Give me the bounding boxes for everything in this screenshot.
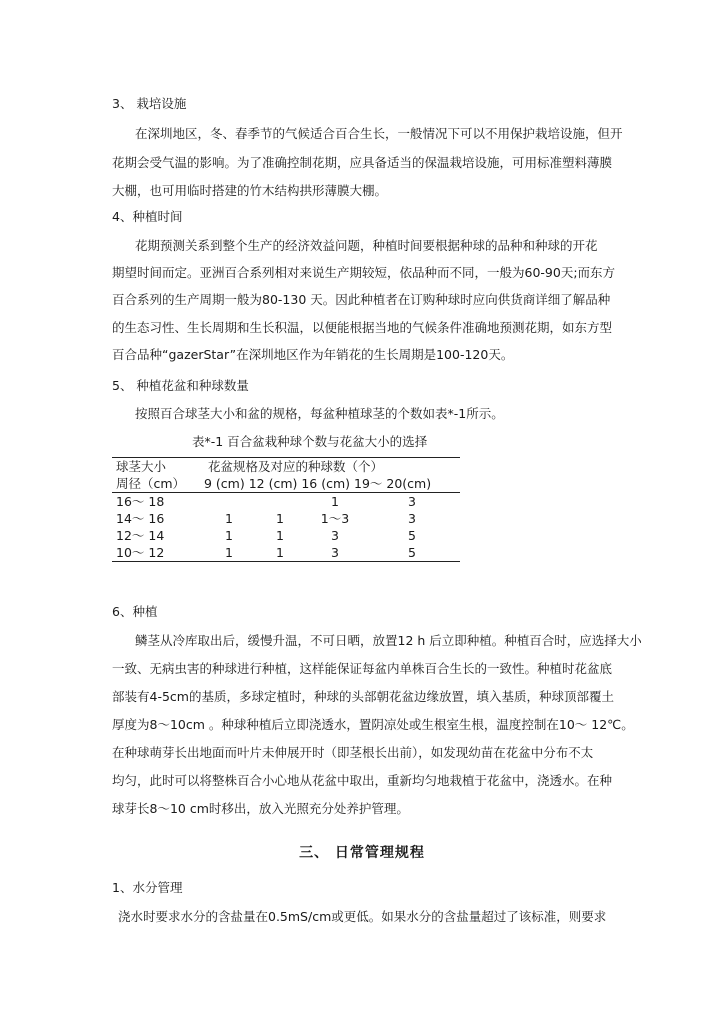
table-cell [254, 493, 306, 511]
table-cell: 10～ 12 [112, 544, 204, 562]
table-row [112, 510, 460, 527]
table-cell: 5 [408, 528, 416, 543]
section4-heading: 4、种植时间 [112, 209, 183, 224]
table-row [112, 527, 460, 544]
section4-line-1: 花期预测关系到整个生产的经济效益问题，种植时间要根据种球的品种和种球的开花 [135, 238, 598, 253]
section6-line-7: 球芽长8～10 cm时移出，放入光照充分处养护管理。 [112, 801, 409, 816]
section4-line-3: 百合系列的生产周期一般为80-130 天。因此种植者在订购种球时应向供货商详细了解品种 [112, 292, 611, 307]
table-cell: 1 [225, 528, 233, 543]
table-caption: 表*-1 百合盆栽种球个数与花盆大小的选择 [192, 434, 428, 449]
section6-line-1: 鳞茎从冷库取出后，缓慢升温，不可日晒，放置12 h 后立即种植。种植百合时，应选择大小 [135, 633, 642, 648]
section4-line-5: 百合品种“gazerStar”在深圳地区作为年销花的生长周期是100-120天。 [112, 347, 514, 362]
water-heading: 1、水分管理 [112, 880, 183, 895]
table-cell: 3 [408, 494, 416, 509]
table-cell: 1 [276, 511, 284, 526]
section3-line-2: 花期会受气温的影响。为了准确控制花期，应具备适当的保温栽培设施，可用标准塑料薄膜 [112, 155, 613, 170]
table-cell [204, 493, 254, 511]
table-header-pot-sizes: 9 (cm) 12 (cm) 16 (cm) 19～ 20(cm) [204, 475, 460, 493]
chapter3-title: 三、 日常管理规程 [299, 845, 425, 861]
table-cell: 1 [331, 494, 339, 509]
section6-line-5: 在种球萌芽长出地面而叶片未伸展开时（即茎根长出前），如发现幼苗在花盆中分布不太 [112, 745, 594, 760]
section4-line-2: 期望时间而定。亚洲百合系列相对来说生产期较短，依品种而不同，一般为60-90天;而东方 [112, 265, 616, 280]
bulb-count-table [112, 457, 460, 562]
table-cell: 16～ 18 [116, 494, 165, 509]
table-row [112, 544, 460, 562]
water-line-1: 浇水时要求水分的含盐量在0.5mS/cm或更低。如果水分的含盐量超过了该标准，则要求 [118, 909, 607, 924]
section5-line-1: 按照百合球茎大小和盆的规格，每盆种植球茎的个数如表*-1所示。 [135, 406, 504, 421]
table-cell: 1 [225, 511, 233, 526]
table-cell: 3 [408, 511, 416, 526]
table-cell: 1 [276, 528, 284, 543]
section6-line-6: 均匀，此时可以将整株百合小心地从花盆中取出，重新均匀地栽植于花盆中，浇透水。在种 [112, 773, 613, 788]
section6-line-2: 一致、无病虫害的种球进行种植，这样能保证每盆内单株百合生长的一致性。种植时花盆底 [112, 661, 613, 676]
table-cell: 3 [331, 528, 339, 543]
section6-line-3: 部装有4-5cm的基质，多球定植时，种球的头部朝花盆边缘放置，填入基质，种球顶部覆土 [112, 689, 614, 704]
table-header-row-1 [112, 458, 460, 476]
table-header-bulb-size: 球茎大小 [112, 458, 204, 476]
table-cell: 1 [254, 544, 306, 562]
section3-heading: 3、 栽培设施 [112, 96, 187, 111]
table-header-row-2 [112, 475, 460, 493]
table-cell: 5 [364, 544, 460, 562]
section3-line-1: 在深圳地区，冬、春季节的气候适合百合生长，一般情况下可以不用保护栽培设施，但开 [135, 126, 623, 141]
section5-heading: 5、 种植花盆和种球数量 [112, 378, 249, 393]
section3-line-3: 大棚，也可用临时搭建的竹木结构拱形薄膜大棚。 [112, 183, 388, 198]
section6-line-4: 厚度为8～10cm 。种球种植后立即浇透水，置阴凉处或生根室生根，温度控制在10～ 12℃。 [112, 717, 634, 732]
table-row [112, 493, 460, 511]
table-header-pot-spec: 花盆规格及对应的种球数（个） [204, 458, 460, 476]
section4-line-4: 的生态习性、生长周期和生长积温，以便能根据当地的气候条件准确地预测花期，如东方型 [112, 320, 613, 335]
section6-heading: 6、种植 [112, 604, 158, 619]
table-header-girth: 周径（cm） [112, 475, 204, 493]
table-cell: 14～ 16 [116, 511, 165, 526]
table-cell: 3 [306, 544, 364, 562]
table-cell: 1～3 [320, 511, 350, 526]
table-cell: 1 [204, 544, 254, 562]
table-cell: 12～ 14 [116, 528, 165, 543]
